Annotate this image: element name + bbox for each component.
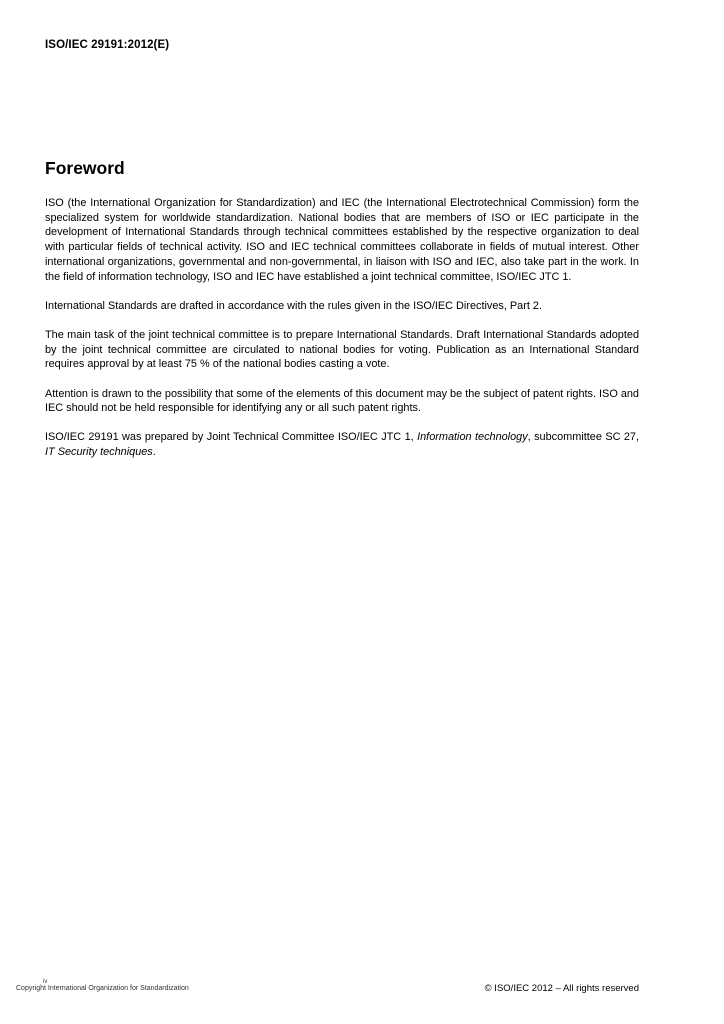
prepared-by-text-2: , subcommittee SC 27, — [527, 431, 639, 444]
footer-copyright-right: © ISO/IEC 2012 – All rights reserved — [484, 983, 639, 994]
paragraph-prepared-by — [45, 430, 639, 459]
paragraph-main-task: The main task of the joint technical committee is to prepare International Standards. Draft International Standards adopted by the joint technical committee are circulated to national bodies for voting. Publication as an International Standard requires approval by at least 75 % of the national bodies casting a vote. — [45, 328, 639, 371]
footer-copyright-left-text: Copyright International Organization for Standardization — [16, 985, 189, 992]
prepared-by-subcommittee-name: IT Security techniques — [45, 446, 153, 459]
paragraph-patent-rights: Attention is drawn to the possibility that some of the elements of this document may be the subject of patent rights. ISO and IEC should not be held responsible for identifying any or all such patent rights. — [45, 387, 639, 415]
paragraph-organizations: ISO (the International Organization for Standardization) and IEC (the International Electrotechnical Commission) form the specialized system for worldwide standardization. National bodies that are members of ISO or IEC participate in the development of International Standards through technical committees established by the respective organization to deal with particular fields of technical activity. ISO and IEC technical committees collaborate in fields of mutual interest. Other international organizations, governmental and non-governmental, in liaison with ISO and IEC, also take part in the work. In the field of information technology, ISO and IEC have established a joint technical committee, ISO/IEC JTC 1. — [45, 197, 639, 283]
prepared-by-text-3: . — [152, 446, 156, 459]
prepared-by-text-1: ISO/IEC 29191 was prepared by Joint Technical Committee ISO/IEC JTC 1, — [45, 431, 418, 444]
footer-copyright-left — [16, 979, 189, 992]
page-number-mark: iv — [43, 979, 48, 985]
foreword-body — [45, 196, 639, 474]
prepared-by-committee-name: Information technology — [417, 431, 528, 444]
section-title: Foreword — [45, 158, 125, 178]
paragraph-directives: International Standards are drafted in accordance with the rules given in the ISO/IEC Directives, Part 2. — [45, 299, 542, 312]
document-id-header: ISO/IEC 29191:2012(E) — [45, 39, 170, 51]
